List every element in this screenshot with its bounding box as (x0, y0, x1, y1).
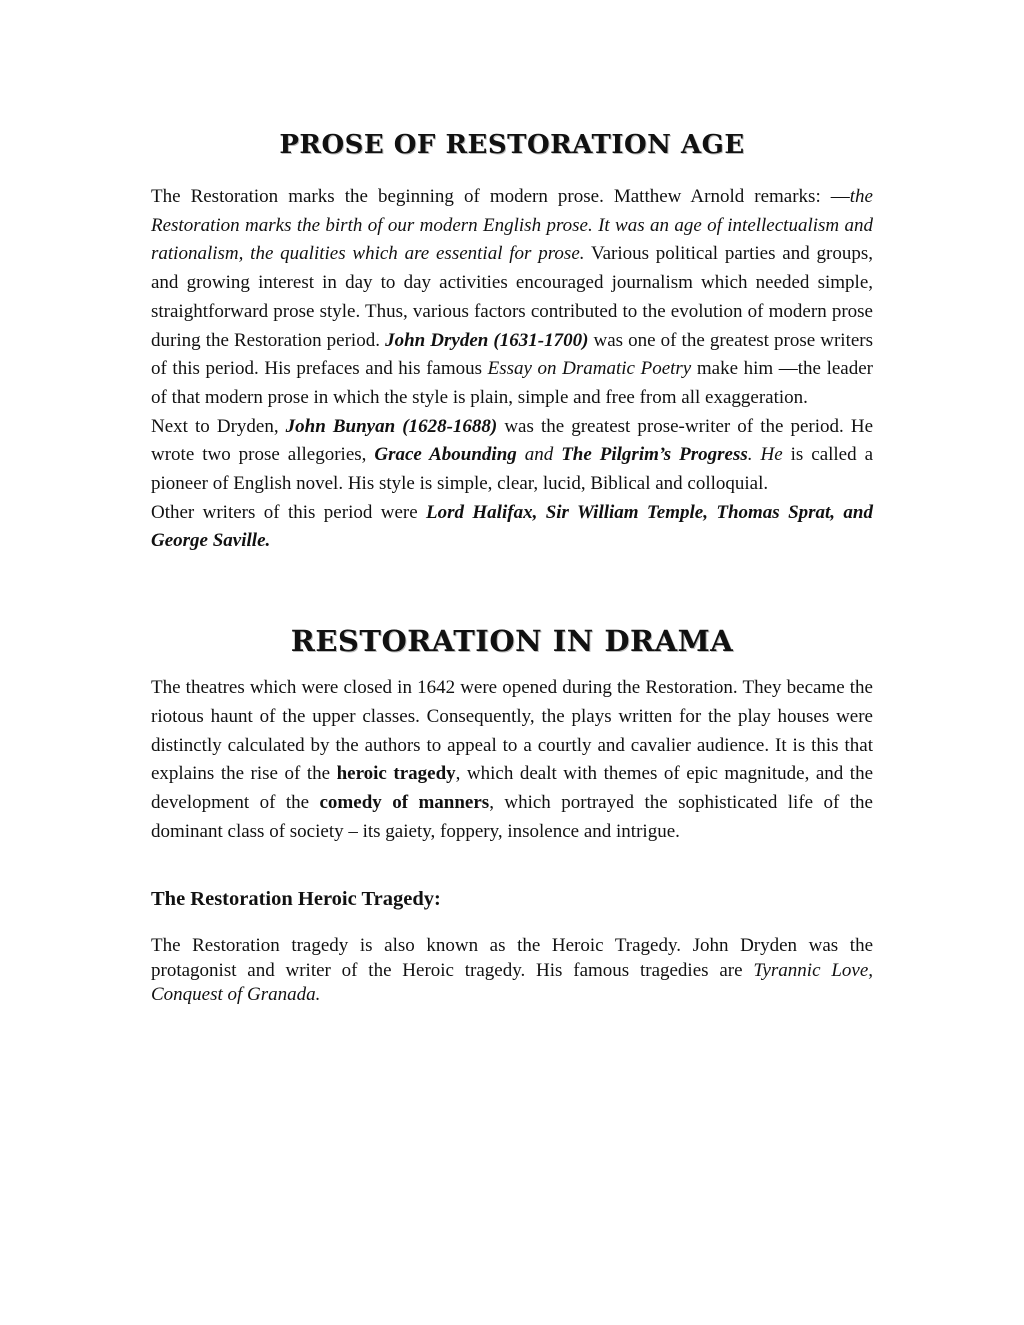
drama-text: The theatres which were closed in 1642 were opened during the Restoration. They became the riotous haunt of the upper classes. Consequently, the plays written for the play houses were distinctly calculated by the authors to appeal to a courtly and cavalier audience. It is this that explains the rise of the (151, 677, 873, 785)
quote-mark: ― (830, 186, 850, 207)
drama-text: , which dealt with themes of epic magnitude, and the development of the (151, 763, 873, 813)
section-title-prose: PROSE OF RESTORATION AGE (279, 130, 745, 160)
and-word: and (524, 444, 554, 466)
prose-paragraph-3 (151, 499, 873, 556)
dryden-name: John Dryden (1631-1700) (385, 329, 589, 351)
subheading-heroic-tragedy: The Restoration Heroic Tragedy: (151, 888, 441, 911)
essay-title: Essay on Dramatic Poetry (487, 358, 692, 380)
drama-paragraph-2 (151, 934, 873, 1007)
heroic-tragedy-term: heroic tragedy (336, 763, 456, 785)
prose-text: make him ―the leader of that modern prose in which the style is plain, simple and free from all exaggeration. (151, 358, 873, 408)
comedy-of-manners-term: comedy of manners (319, 791, 490, 813)
pilgrims-progress-title: The Pilgrim’s Progress (561, 444, 748, 466)
prose-text: Various political parties and groups, and growing interest in day to day activities encouraged journalism which needed simple, straightforward prose style. Thus, various factors contributed to the evolution of modern prose during the Restoration period. (151, 243, 873, 351)
prose-text: The Restoration marks the beginning of modern prose. Matthew Arnold remarks: (151, 186, 821, 207)
prose-text: Next to Dryden, (151, 415, 279, 437)
grace-abounding-title: Grace Abounding (374, 444, 517, 466)
prose-paragraph-2 (151, 413, 873, 499)
prose-paragraph-1 (151, 183, 873, 413)
drama-text: , which portrayed the sophisticated life of the dominant class of society – its gaiety, foppery, insolence and intrigue. (151, 791, 873, 842)
prose-text: is called a pioneer of English novel. His style is simple, clear, lucid, Biblical and colloquial. (151, 444, 874, 495)
tragedy-titles: Tyrannic Love, Conquest of Granada. (151, 959, 873, 1005)
document-page (151, 128, 873, 1007)
section-title-drama: RESTORATION IN DRAMA (290, 624, 734, 659)
prose-text: was one of the greatest prose writers of this period. His prefaces and his famous (151, 329, 874, 380)
prose-text: Other writers of this period were (151, 501, 418, 523)
bunyan-name: John Bunyan (1628-1688) (285, 415, 498, 437)
drama-paragraph-1 (151, 674, 873, 846)
prose-text: was the greatest prose-writer of the period. He wrote two prose allegories, (151, 415, 874, 466)
other-writers-names: Lord Halifax, Sir William Temple, Thomas Sprat, and George Saville. (151, 501, 873, 552)
drama-text: The Restoration tragedy is also known as the Heroic Tragedy. John Dryden was the protagonist and writer of the Heroic tragedy. His famous tragedies are (151, 935, 873, 981)
he-word: . He (747, 444, 783, 466)
arnold-quote: the Restoration marks the birth of our modern English prose. It was an age of intellectualism and rationalism, the qualities which are essential for prose. (151, 186, 873, 265)
